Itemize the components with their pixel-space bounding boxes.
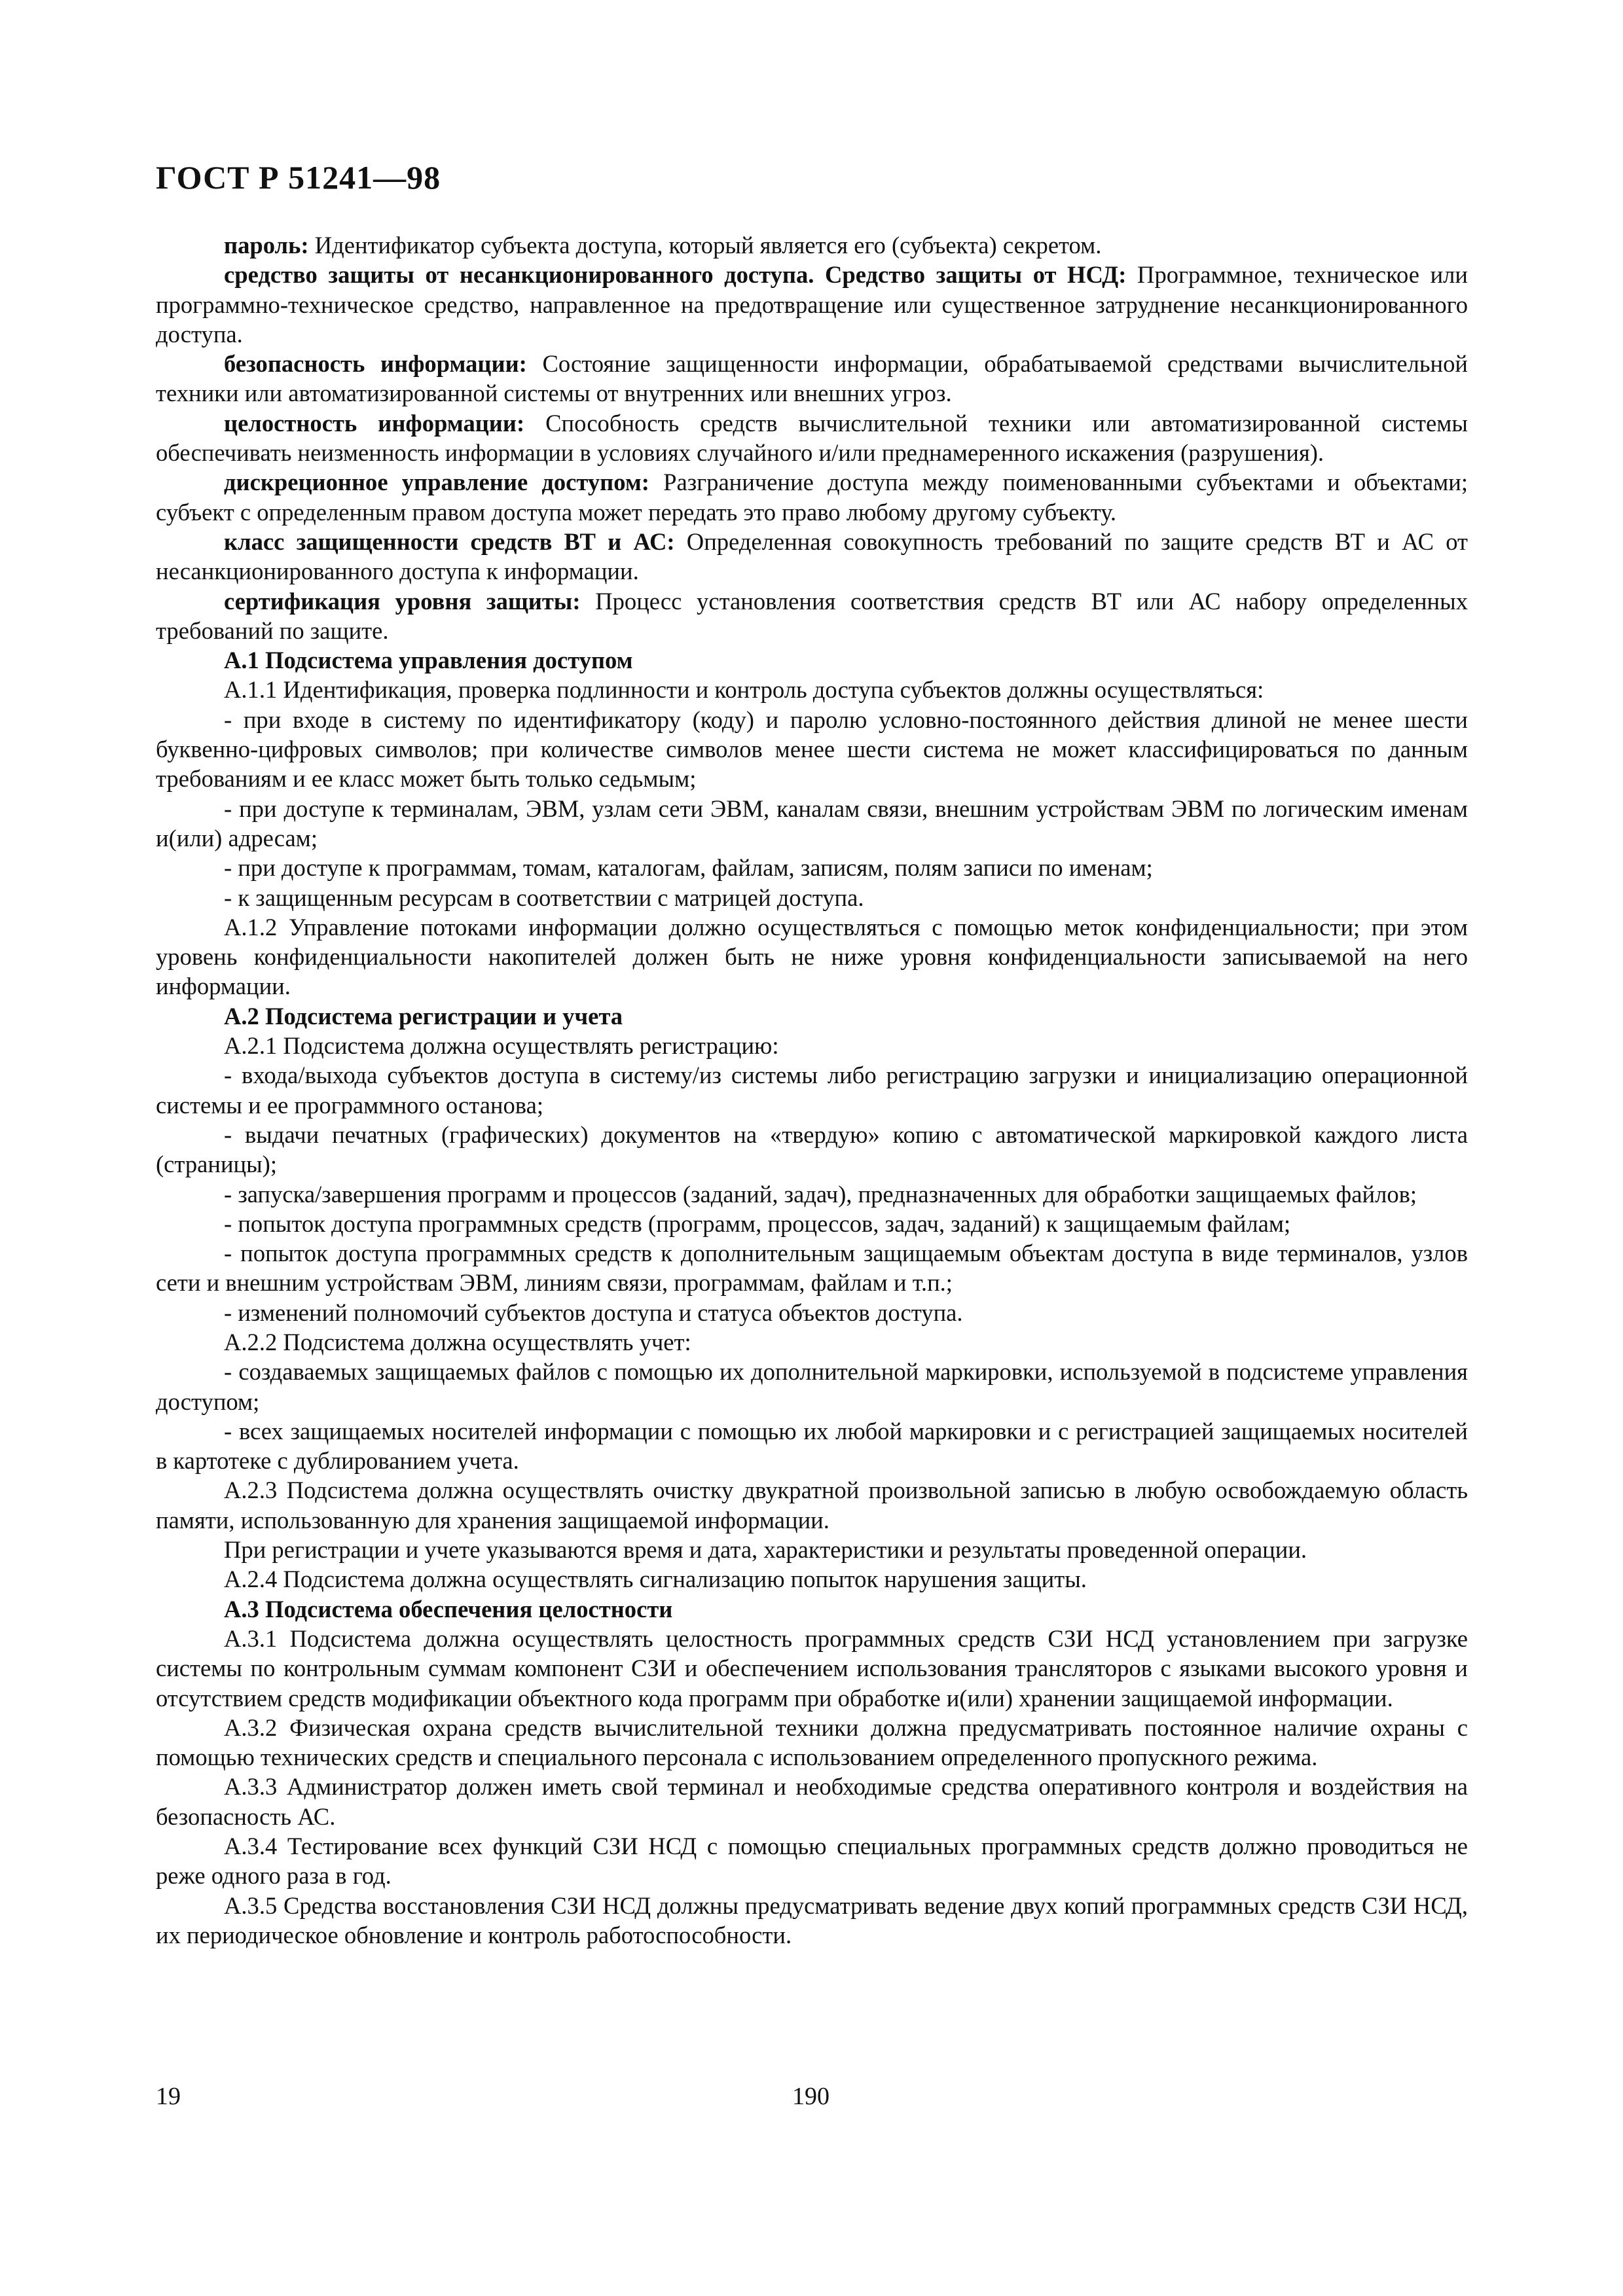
list-item: - создаваемых защищаемых файлов с помощью их дополнительной маркировки, используемой в подсистеме управления доступом; [156,1358,1468,1415]
paragraph-a3-4: А.3.4 Тестирование всех функций СЗИ НСД с помощью специальных программных средств должно проводиться не реже одного раза в год. [156,1833,1468,1890]
list-item: - входа/выхода субъектов доступа в систему/из системы либо регистрацию загрузки и инициализацию операционной системы и ее программного останова; [156,1062,1468,1119]
page-header: ГОСТ Р 51241—98 [156,159,441,196]
paragraph-a2-3: А.2.3 Подсистема должна осуществлять очистку двукратной произвольной записью в любую освобождаемую область памяти, использованную для хранения защищаемой информации. [156,1477,1468,1534]
list-item: - при доступе к терминалам, ЭВМ, узлам сети ЭВМ, каналам связи, внешним устройствам ЭВМ по логическим именам и(или) адресам; [156,795,1468,852]
paragraph-a3-3: А.3.3 Администратор должен иметь свой терминал и необходимые средства оперативного контроля и воздействия на безопасность АС. [156,1773,1468,1830]
term: пароль: [224,232,309,259]
definition-text: Разграничение доступа между поименованными субъектами и объектами; субъект с определенным правом доступа может передать это право любому другому субъекту. [156,469,1468,526]
paragraph-a2-4: А.2.4 Подсистема должна осуществлять сигнализацию попыток нарушения защиты. [224,1566,1087,1593]
term: безопасность информации: [224,350,527,378]
section-a1-title: А.1 Подсистема управления доступом [224,647,633,674]
paragraph-registration-note: При регистрации и учете указываются время и дата, характеристики и результаты проведенной операции. [224,1536,1307,1564]
document-body [156,230,1468,1950]
list-item: - запуска/завершения программ и процессов (заданий, задач), предназначенных для обработки защищаемых файлов; [224,1180,1417,1208]
list-item: - попыток доступа программных средств (программ, процессов, задач, заданий) к защищаемым файлам; [224,1210,1291,1237]
term: целостность информации: [224,409,525,437]
definition-certification [156,586,1468,646]
list-item: - изменений полномочий субъектов доступа и статуса объектов доступа. [224,1299,963,1326]
definition-text: Определенная совокупность требований по защите средств ВТ и АС от несанкционированного доступа к информации. [156,528,1468,585]
definition-text: Процесс установления соответствия средств ВТ или АС набору определенных требований по защите. [156,587,1468,644]
definition-info-security [156,349,1468,408]
section-a3-title: А.3 Подсистема обеспечения целостности [224,1595,673,1623]
definition-password [156,230,1468,260]
term: средство защиты от несанкционированного доступа. Средство защиты от НСД: [224,261,1127,289]
definition-text: Программное, техническое или программно-техническое средство, направленное на предотвращение или существенное затруднение несанкционированного доступа. [156,261,1468,348]
definition-text: Идентификатор субъекта доступа, который является его (субъекта) секретом. [308,232,1102,259]
definition-discretionary [156,467,1468,527]
list-item: - к защищенным ресурсам в соответствии с матрицей доступа. [224,884,864,911]
paragraph-a3-1: А.3.1 Подсистема должна осуществлять целостность программных средств СЗИ НСД установлением при загрузке системы по контрольным суммам компонент СЗИ и обеспечением использования трансляторов с языками высокого уровня и отсутствием средств модификации объектного кода программ при обработке и(или) хранении защищаемой информации. [156,1624,1468,1712]
list-item: - выдачи печатных (графических) документов на «твердую» копию с автоматической маркировкой каждого листа (страницы); [156,1121,1468,1178]
paragraph-a1-2: А.1.2 Управление потоками информации должно осуществляться с помощью меток конфиденциальности; при этом уровень конфиденциальности накопителей должен быть не ниже уровня конфиденциальности записываемой на него информации. [156,913,1468,1000]
definition-security-class [156,527,1468,586]
definition-text: Состояние защищенности информации, обрабатываемой средствами вычислительной техники или автоматизированной системы от внутренних или внешних угроз. [156,350,1468,407]
term: сертификация уровня защиты: [224,587,581,615]
definition-text: Способность средств вычислительной техники или автоматизированной системы обеспечивать неизменность информации в условиях случайного и/или преднамеренного искажения (разрушения). [156,409,1468,467]
list-item: - попыток доступа программных средств к дополнительным защищаемым объектам доступа в виде терминалов, узлов сети и внешним устройствам ЭВМ, линиям связи, программам, файлам и т.п.; [156,1240,1468,1297]
paragraph-a1-1: А.1.1 Идентификация, проверка подлинности и контроль доступа субъектов должны осуществляться: [224,676,1264,704]
section-a2-title: А.2 Подсистема регистрации и учета [224,1002,623,1030]
page-number-center: 190 [792,2083,830,2110]
term: дискреционное управление доступом: [224,469,649,496]
term: класс защищенности средств ВТ и АС: [224,528,675,555]
page-number-left: 19 [156,2083,181,2110]
paragraph-a2-1: А.2.1 Подсистема должна осуществлять регистрацию: [224,1032,779,1060]
list-item: - всех защищаемых носителей информации с помощью их любой маркировки и с регистрацией защищаемых носителей в картотеке с дублированием учета. [156,1417,1468,1475]
paragraph-a3-2: А.3.2 Физическая охрана средств вычислительной техники должна предусматривать постоянное наличие охраны с помощью технических средств и специального персонала с использованием определенного пропускного режима. [156,1713,1468,1771]
paragraph-a3-5: А.3.5 Средства восстановления СЗИ НСД должны предусматривать ведение двух копий программных средств СЗИ НСД, их периодическое обновление и контроль работоспособности. [156,1892,1468,1948]
list-item: - при входе в систему по идентификатору (коду) и паролю условно-постоянного действия длиной не менее шести буквенно-цифровых символов; при количестве символов менее шести система не может классифицироваться по данным требованиям и ее класс может быть только седьмым; [156,706,1468,793]
definition-nsd-protection [156,260,1468,349]
list-item: - при доступе к программам, томам, каталогам, файлам, записям, полям записи по именам; [224,854,1153,882]
paragraph-a2-2: А.2.2 Подсистема должна осуществлять учет: [224,1328,691,1355]
definition-integrity [156,408,1468,468]
